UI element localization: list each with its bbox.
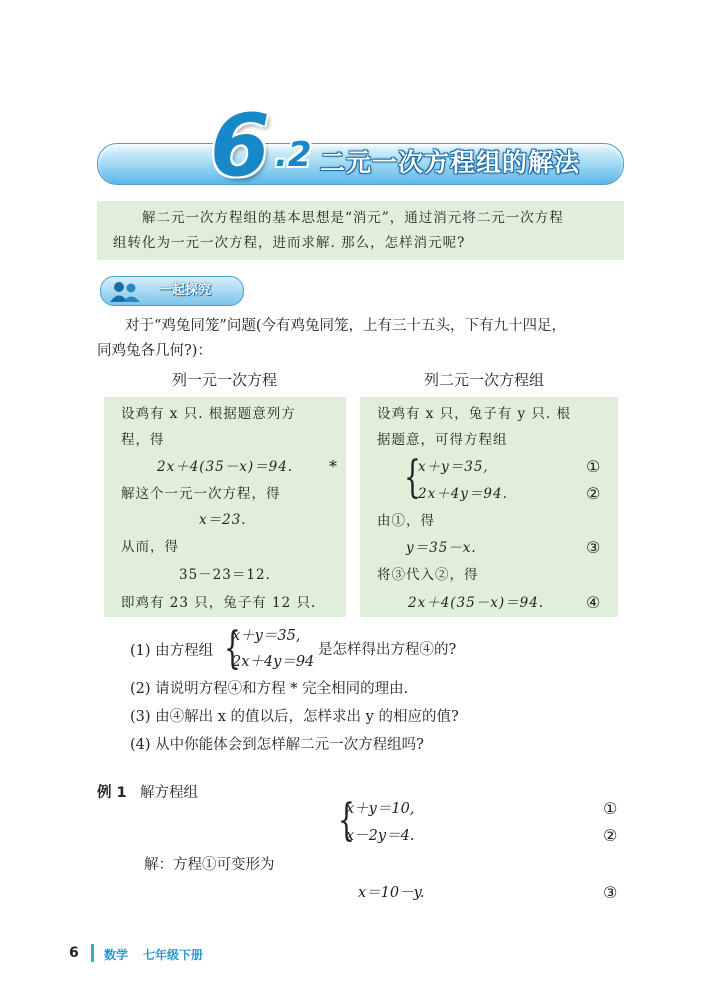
- mark-1: ①: [586, 457, 601, 476]
- mark-3: ③: [586, 538, 601, 557]
- left-line-5: 即鸡有 23 只，兔子有 12 只.: [121, 595, 317, 611]
- people-icon: [107, 280, 143, 302]
- footer-divider: [91, 944, 94, 962]
- right-line-4: 将③代入②，得: [377, 567, 479, 583]
- left-method-box: [104, 397, 346, 617]
- intro-line-2: 组转化为一元一次方程，进而求解. 那么，怎样消元呢?: [113, 235, 466, 251]
- question-1-system-eq-2: 2x＋4y＝94: [232, 654, 315, 670]
- question-1-suffix: 是怎样得出方程④的?: [318, 642, 457, 658]
- section-title: 二元一次方程组的解法: [320, 148, 581, 177]
- system-brace: {: [404, 452, 421, 503]
- example-mark-2: ②: [603, 826, 618, 845]
- example-solution-intro: 解：方程①可变形为: [144, 857, 275, 873]
- right-line-2: 据题意，可得方程组: [377, 432, 508, 448]
- left-line-4: 从而，得: [121, 539, 179, 555]
- left-line-2: 程，得: [121, 432, 165, 448]
- footer-grade: 七年级下册: [143, 948, 204, 962]
- left-equation-2: x＝23.: [199, 512, 247, 528]
- intro-box: [97, 201, 624, 260]
- left-equation-1: 2x＋4(35－x)＝94.: [157, 459, 294, 475]
- left-column-heading: 列一元一次方程: [172, 371, 278, 389]
- section-number-minor: .2: [275, 135, 312, 175]
- left-equation-3: 35－23＝12.: [179, 567, 271, 583]
- star-mark: *: [329, 457, 338, 476]
- right-equation-1: y＝35－x.: [406, 540, 477, 556]
- page-number: 6: [69, 945, 79, 961]
- question-1-system-eq-1: x＋y＝35,: [232, 628, 301, 644]
- example-system-brace: {: [338, 795, 355, 846]
- example-equation: x＝10－y.: [358, 885, 425, 901]
- question-3: (3) 由④解出 x 的值以后，怎样求出 y 的相应的值?: [130, 709, 459, 725]
- intro-line-1: 解二元一次方程组的基本思想是“消元”，通过消元将二元一次方程: [142, 210, 564, 226]
- right-system-eq-1: x＋y＝35,: [418, 459, 489, 475]
- example-title: 解方程组: [140, 785, 198, 801]
- example-mark-3: ③: [603, 883, 618, 902]
- example-system-eq-1: x＋y＝10,: [346, 801, 415, 817]
- left-line-1: 设鸡有 x 只. 根据题意列方: [121, 406, 296, 422]
- right-line-1: 设鸡有 x 只，兔子有 y 只. 根: [377, 406, 571, 422]
- mark-2: ②: [586, 484, 601, 503]
- section-number-major: 6: [210, 96, 270, 196]
- example-label: 例 1: [97, 785, 127, 801]
- question-1-prefix: (1) 由方程组: [130, 643, 214, 659]
- explore-label: 一起探究: [159, 283, 212, 298]
- example-mark-1: ①: [603, 799, 618, 818]
- right-column-heading: 列二元一次方程组: [424, 371, 545, 389]
- footer-subject: 数学: [104, 948, 129, 962]
- right-method-box: [360, 397, 618, 617]
- question-4: (4) 从中你能体会到怎样解二元一次方程组吗?: [130, 737, 424, 753]
- explore-badge: [100, 276, 244, 306]
- right-system-eq-2: 2x＋4y＝94.: [418, 486, 508, 502]
- question-2: (2) 请说明方程④和方程 * 完全相同的理由.: [130, 681, 409, 697]
- mark-4: ④: [586, 593, 601, 612]
- question-system-brace: {: [224, 623, 241, 674]
- example-system-eq-2: x－2y＝4.: [346, 828, 415, 844]
- problem-line-1: 对于“鸡兔同笼”问题(今有鸡兔同笼，上有三十五头，下有九十四足，: [125, 318, 566, 334]
- left-line-3: 解这个一元一次方程，得: [121, 486, 281, 502]
- right-equation-2: 2x＋4(35－x)＝94.: [408, 595, 545, 611]
- problem-line-2: 同鸡兔各几何?)：: [97, 343, 212, 359]
- right-line-3: 由①，得: [377, 513, 435, 529]
